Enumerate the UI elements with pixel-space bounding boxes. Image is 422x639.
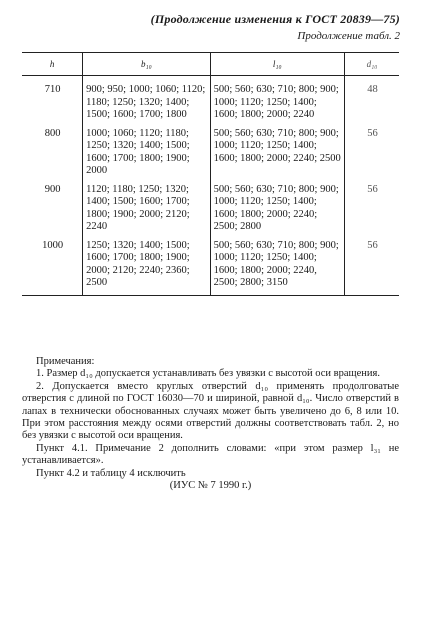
- column-header-b10: b₁₀: [83, 53, 211, 76]
- cell-h: 710: [44, 84, 61, 95]
- cell-h: 1000: [22, 238, 83, 296]
- cell-h: 800: [44, 127, 61, 139]
- column-header-d10: d₁₀: [344, 53, 399, 76]
- cell-l10: 500; 560; 630; 710; 800; 900; 1000; 1120; 1250; 1400; 1600; 1800; 2000; 2240: [210, 76, 344, 126]
- table-continuation-label: Продолжение табл. 2: [297, 30, 400, 42]
- note-2: 2. Допускается вместо круглых отверстий d₁₀ применять продолговатые отверстия с длиной по ГОСТ 16030—70 и шириной, равной d₁₀. Число отверстий в лапах в технически обоснованных случаях может быть увеличено до 6, 8 или 10. При этом расстояния между осями отверстий должны соответствовать табл. 2, но без увязки с высотой оси вращения.: [22, 380, 399, 442]
- notes-heading: Примечания:: [36, 356, 95, 367]
- cell-l10: 500; 560; 630; 710; 800; 900; 1000; 1120; 1250; 1400; 1600; 1800; 2000; 2240, 2500; 2800; 3150: [210, 238, 344, 296]
- note-1: 1. Размер d₁₀ допускается устанавливать без увязки с высотой оси вращения.: [36, 368, 380, 380]
- cell-b10: 1120; 1180; 1250; 1320; 1400; 1500; 1600; 1700; 1800; 1900; 2000; 2120; 2240: [83, 182, 211, 238]
- amendment-item-4-2: Пункт 4.2 и таблицу 4 исключить: [36, 467, 186, 479]
- cell-b10: 1250; 1320; 1400; 1500; 1600; 1700; 1800; 1900; 2000; 2120; 2240; 2360; 2500: [83, 238, 211, 296]
- column-header-h: h: [22, 53, 83, 76]
- cell-d10: 56: [344, 126, 399, 182]
- table-row: [22, 126, 399, 182]
- cell-b10: 1000; 1060; 1120; 1180; 1250; 1320; 1400; 1500; 1600; 1700; 1800; 1900; 2000: [83, 126, 211, 182]
- cell-d10: 56: [344, 182, 399, 238]
- cell-l10: 500; 560; 630; 710; 800; 900; 1000; 1120; 1250; 1400; 1600; 1800; 2000; 2240; 2500: [210, 126, 344, 182]
- table-row: [22, 238, 399, 296]
- continuation-header: (Продолжение изменения к ГОСТ 20839—75): [150, 12, 400, 26]
- cell-l10: 500; 560; 630; 710; 800; 900; 1000; 1120; 1250; 1400; 1600; 1800; 2000; 2240; 2500; 2800: [210, 182, 344, 238]
- column-header-l10: l₁₀: [210, 53, 344, 76]
- notes-section: [22, 356, 399, 492]
- table-row: [22, 76, 399, 126]
- cell-b10: 900; 950; 1000; 1060; 1120; 1180; 1250; 1320; 1400; 1500; 1600; 1700; 1800: [83, 76, 211, 126]
- dimensions-table: [22, 52, 399, 296]
- ius-reference: (ИУС № 7 1990 г.): [169, 480, 252, 492]
- cell-d10: 56: [344, 238, 399, 296]
- cell-d10: 48: [344, 76, 399, 126]
- table-header-row: [22, 53, 399, 76]
- amendment-item-4-1: Пункт 4.1. Примечание 2 дополнить словами: «при этом размер l₃₁ не устанавливается».: [22, 442, 399, 467]
- table-row: [22, 182, 399, 238]
- cell-h: 900: [44, 183, 61, 195]
